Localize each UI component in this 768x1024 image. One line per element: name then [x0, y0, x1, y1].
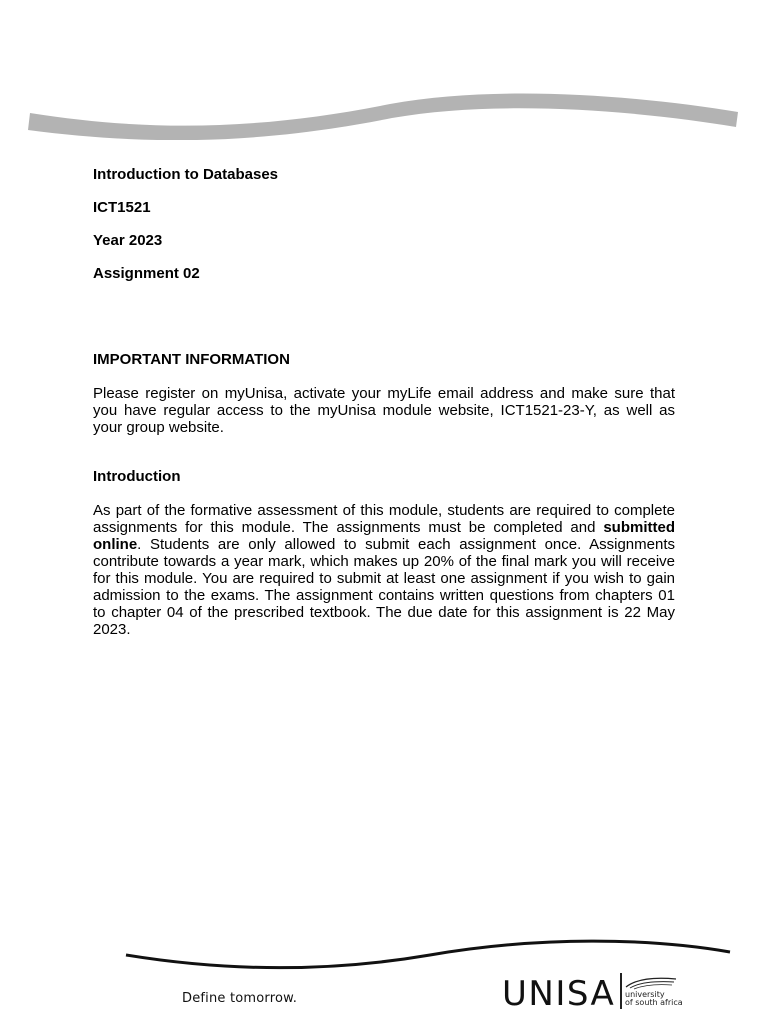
- introduction-text-end: . Students are only allowed to submit each assignment once. Assignments contribute towards a year mark, which makes up 20% of the final mark you will receive for this module. You are required to submit at least one assignment if you wish to gain admission to the exams. The assignment contains written questions from chapters 01 to chapter 04 of the prescribed textbook. The due date for this assignment is 22 May 2023.: [93, 536, 675, 638]
- logo-subtitle-line2: of south africa: [625, 998, 683, 1007]
- logo-subtitle-line1: university: [625, 990, 665, 999]
- introduction-heading: Introduction: [93, 468, 181, 485]
- introduction-text-start: As part of the formative assessment of this module, students are required to complete assignments for this module. The assignments must be completed and: [93, 502, 675, 536]
- important-information-text: Please register on myUnisa, activate your myLife email address and make sure that you have regular access to the myUnisa module website, ICT1521-23-Y, as well as your group website.: [93, 385, 675, 436]
- unisa-logo-icon: [624, 975, 680, 991]
- footer-tagline: Define tomorrow.: [182, 991, 298, 1006]
- unisa-logo-wordmark: UNISA: [502, 974, 616, 1014]
- year-label: Year 2023: [93, 232, 163, 249]
- important-information-heading: IMPORTANT INFORMATION: [93, 351, 290, 368]
- logo-divider: [620, 973, 622, 1009]
- introduction-text-emphasis: submitted online: [93, 519, 675, 553]
- course-title: Introduction to Databases: [93, 166, 279, 183]
- module-code: ICT1521: [93, 199, 151, 216]
- assignment-label: Assignment 02: [93, 265, 200, 282]
- unisa-logo-subtitle: [625, 991, 685, 1007]
